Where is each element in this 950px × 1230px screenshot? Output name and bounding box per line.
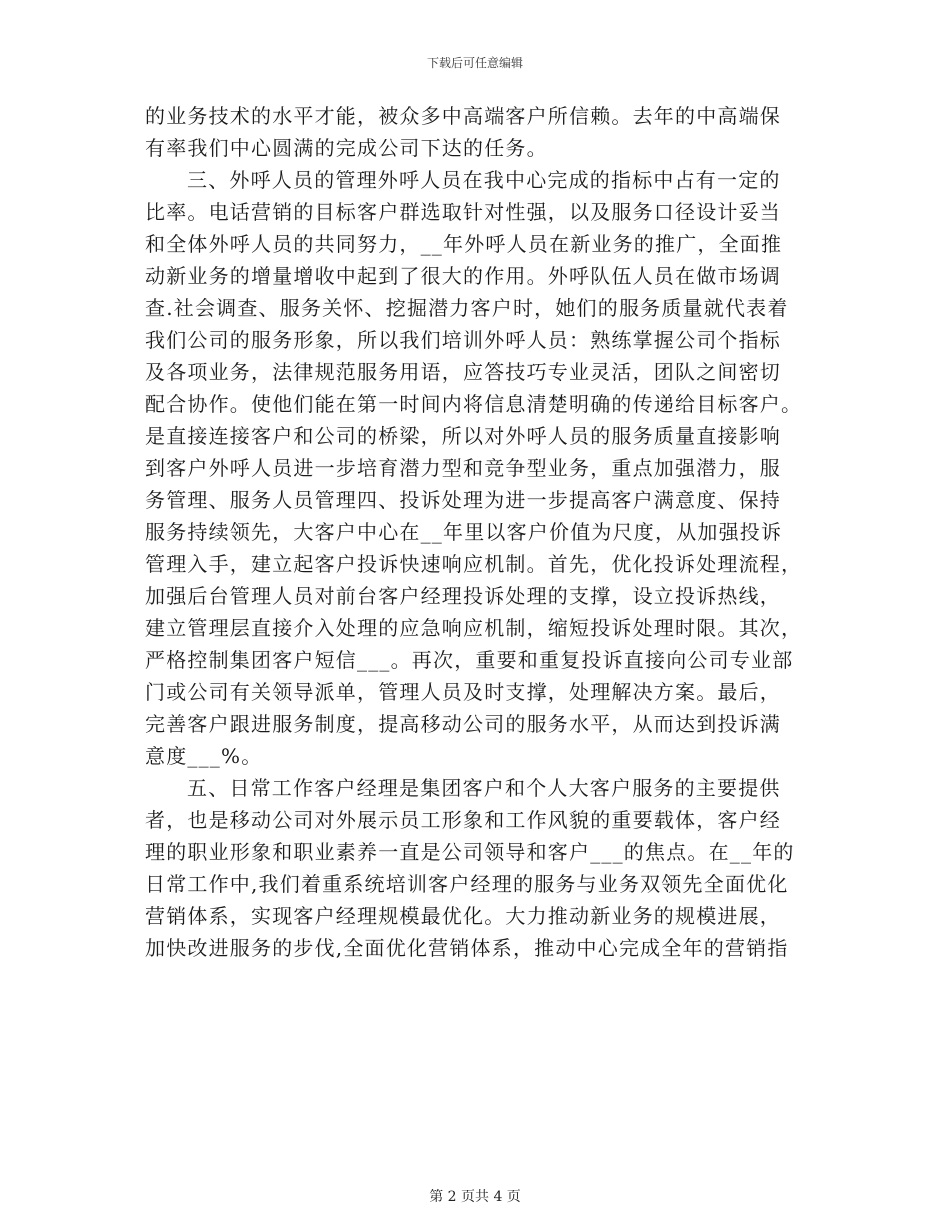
text-line: 有率我们中心圆满的完成公司下达的任务。 [145, 136, 548, 160]
text-line: 和全体外呼人员的共同努力，__年外呼人员在新业务的推广，全面推 [145, 232, 783, 256]
text-line: 严格控制集团客户短信___。再次，重要和重复投诉直接向公司专业部 [145, 648, 794, 672]
text-line: 务管理、服务人员管理四、投诉处理为进一步提高客户满意度、保持 [145, 488, 781, 512]
page-footer: 第 2 页共 4 页 [429, 1189, 521, 1205]
paragraph-start-line: 三、外呼人员的管理外呼人员在我中心完成的指标中占有一定的 [187, 168, 781, 192]
text-line: 完善客户跟进服务制度，提高移动公司的服务水平，从而达到投诉满 [145, 712, 781, 736]
text-line: 及各项业务，法律规范服务用语，应答技巧专业灵活，团队之间密切 [145, 360, 781, 384]
text-line: 配合协作。使他们能在第一时间内将信息清楚明确的传递给目标客户。 [145, 392, 803, 416]
text-line: 建立管理层直接介入处理的应急响应机制，缩短投诉处理时限。其次， [145, 616, 803, 640]
text-line: 日常工作中,我们着重系统培训客户经理的服务与业务双领先全面优化 [145, 872, 789, 896]
document-body [145, 100, 805, 964]
text-line: 比率。电话营销的目标客户群选取针对性强，以及服务口径设计妥当 [145, 200, 781, 224]
text-line: 到客户外呼人员进一步培育潜力型和竞争型业务，重点加强潜力，服 [145, 456, 781, 480]
text-line: 管理入手，建立起客户投诉快速响应机制。首先，优化投诉处理流程， [145, 552, 803, 576]
text-line: 我们公司的服务形象，所以我们培训外呼人员：熟练掌握公司个指标 [145, 328, 781, 352]
text-line: 者，也是移动公司对外展示员工形象和工作风貌的重要载体，客户经 [145, 808, 781, 832]
text-line: 是直接连接客户和公司的桥梁，所以对外呼人员的服务质量直接影响 [145, 424, 781, 448]
text-line: 查.社会调查、服务关怀、挖掘潜力客户时，她们的服务质量就代表着 [145, 296, 789, 320]
text-line: 的业务技术的水平才能，被众多中高端客户所信赖。去年的中高端保 [145, 104, 781, 128]
text-line: 加强后台管理人员对前台客户经理投诉处理的支撑，设立投诉热线， [145, 584, 781, 608]
page-header: 下载后可任意编辑 [426, 56, 523, 70]
text-line: 加快改进服务的步伐,全面优化营销体系，推动中心完成全年的营销指 [145, 936, 789, 960]
text-line: 意度___%。 [145, 744, 263, 768]
text-line: 服务持续领先，大客户中心在__年里以客户价值为尺度，从加强投诉 [145, 520, 783, 544]
paragraph-start-line: 五、日常工作客户经理是集团客户和个人大客户服务的主要提供 [187, 776, 781, 800]
text-line: 理的职业形象和职业素养一直是公司领导和客户___的焦点。在__年的 [145, 840, 795, 864]
text-line: 门或公司有关领导派单，管理人员及时支撑，处理解决方案。最后， [145, 680, 781, 704]
text-line: 营销体系，实现客户经理规模最优化。大力推动新业务的规模进展， [145, 904, 781, 928]
text-line: 动新业务的增量增收中起到了很大的作用。外呼队伍人员在做市场调 [145, 264, 781, 288]
